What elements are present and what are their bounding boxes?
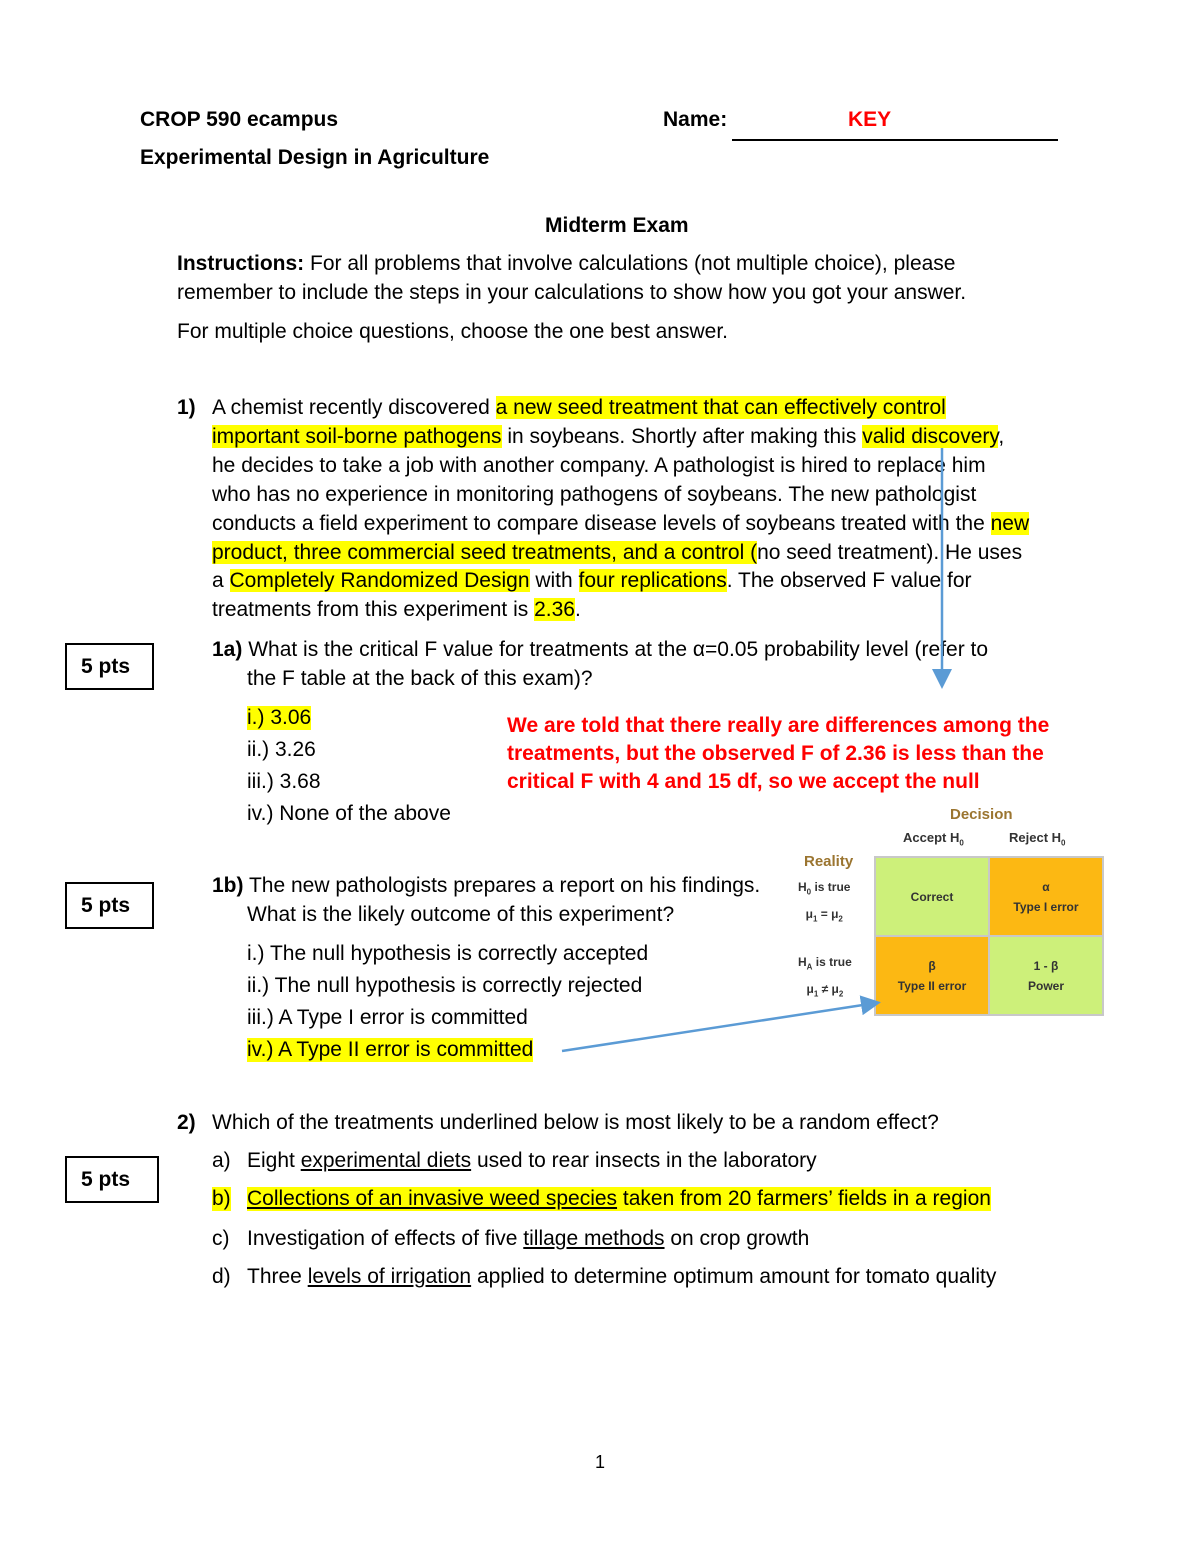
subscript: 1 <box>813 989 819 999</box>
page-number: 1 <box>595 1452 606 1472</box>
q1a-label: 1a) <box>212 638 243 661</box>
q1-highlight: new <box>990 512 1030 535</box>
q1a-option-2: ii.) 3.26 <box>247 738 316 761</box>
reality-label: Reality <box>804 853 854 870</box>
q1b-line-2: What is the likely outcome of this experiment? <box>247 903 675 926</box>
subscript: 0 <box>1061 838 1066 848</box>
q2-d-underlined: levels of irrigation <box>307 1265 472 1288</box>
is-true-text: is true <box>812 955 852 969</box>
q1b-option-4: iv.) A Type II error is committed <box>247 1038 534 1061</box>
decision-label: Decision <box>950 806 1013 823</box>
q1-text: conducts a field experiment to compare disease levels of soybeans treated with the <box>212 512 991 535</box>
course-title: Experimental Design in Agriculture <box>140 146 490 169</box>
q1-highlight: valid discovery <box>862 425 999 448</box>
q1b-text: The new pathologists prepares a report on his findings. <box>243 874 761 897</box>
points-box-1b: 5 pts <box>65 882 154 929</box>
q2-option-c <box>247 1227 809 1251</box>
q2-b-text: taken from 20 farmers’ fields in a region <box>617 1187 991 1210</box>
points-box-2: 5 pts <box>65 1156 159 1203</box>
one-minus-beta: 1 - β <box>1033 958 1059 973</box>
q1b-option-3: iii.) A Type I error is committed <box>247 1006 528 1029</box>
accept-text: Accept H <box>903 830 960 845</box>
q1a-line-2: the F table at the back of this exam)? <box>247 667 593 690</box>
alpha-symbol: α <box>1042 879 1050 894</box>
h-text: H <box>798 880 807 894</box>
q1a-option-3: iii.) 3.68 <box>247 770 321 793</box>
q1-text: . The observed F value for <box>726 569 972 592</box>
subscript: 0 <box>806 887 812 897</box>
type2-label: Type II error <box>897 978 967 993</box>
q1a-text: What is the critical F value for treatments at the α=0.05 probability level (refer to <box>242 638 989 661</box>
mu-text: μ <box>806 982 814 997</box>
q1b-option-2: ii.) The null hypothesis is correctly rejected <box>247 974 643 997</box>
q1-text: in soybeans. Shortly after making this <box>501 425 863 448</box>
reject-text: Reject H <box>1009 830 1062 845</box>
subscript: 2 <box>838 914 843 924</box>
subscript: 0 <box>959 838 964 848</box>
q1-text: treatments from this experiment is <box>212 598 535 621</box>
q2-option-d-label: d) <box>212 1265 231 1288</box>
q2-d-text: Three <box>247 1265 308 1288</box>
q2-b-underlined: Collections of an invasive weed species <box>247 1187 618 1210</box>
subscript: 1 <box>812 914 818 924</box>
q2-d-text: applied to determine optimum amount for tomato quality <box>471 1265 997 1288</box>
instructions-line-3: For multiple choice questions, choose the one best answer. <box>177 320 728 343</box>
q1-highlight: important soil-borne pathogens <box>212 425 502 448</box>
q1-text: with <box>529 569 579 592</box>
subscript: A <box>806 962 813 972</box>
q2-option-d <box>247 1265 996 1289</box>
q2-c-text: on crop growth <box>664 1227 810 1250</box>
answer-note-line-3: critical F with 4 and 15 df, so we accept the null <box>507 770 980 793</box>
q1-highlight: Completely Randomized Design <box>229 569 530 592</box>
q2-option-c-label: c) <box>212 1227 230 1250</box>
q1-text: A chemist recently discovered <box>212 396 496 419</box>
q2-text: Which of the treatments underlined below is most likely to be a random effect? <box>212 1111 939 1134</box>
q1-highlight: 2.36 <box>534 598 575 621</box>
q1b-option-1: i.) The null hypothesis is correctly accepted <box>247 942 649 965</box>
q2-option-a <box>247 1149 817 1173</box>
q2-a-underlined: experimental diets <box>300 1149 472 1172</box>
arrow-to-type2-error <box>562 1003 876 1051</box>
course-code: CROP 590 ecampus <box>140 108 339 131</box>
q2-option-b-label: b) <box>212 1187 231 1210</box>
points-box-1a: 5 pts <box>65 643 154 690</box>
q1-text: no seed treatment). He uses <box>757 541 1023 564</box>
neq-text: ≠ μ <box>818 982 839 997</box>
cell-correct-label: Correct <box>910 889 954 904</box>
instructions-label: Instructions: <box>177 252 305 275</box>
name-value: KEY <box>848 108 892 131</box>
subscript: 2 <box>838 989 844 999</box>
name-label: Name: <box>663 108 728 131</box>
q1-highlight: four replications <box>578 569 727 592</box>
mu-text: μ <box>805 907 813 922</box>
type1-label: Type I error <box>1013 899 1079 914</box>
q1-number: 1) <box>177 396 196 419</box>
q1-highlight: a new seed treatment that can effectively control <box>495 396 946 419</box>
exam-title: Midterm Exam <box>545 214 689 237</box>
q1-line-4: who has no experience in monitoring pathogens of soybeans. The new pathologist <box>212 483 977 506</box>
q2-a-text: used to rear insects in the laboratory <box>471 1149 817 1172</box>
beta-symbol: β <box>928 958 936 973</box>
q1a-option-1: i.) 3.06 <box>247 706 312 729</box>
eq-text: = μ <box>817 907 839 922</box>
q2-option-a-label: a) <box>212 1149 231 1172</box>
q2-option-b <box>247 1187 991 1211</box>
q1-text: . <box>574 598 581 621</box>
q1a-option-4: iv.) None of the above <box>247 802 451 825</box>
q2-c-underlined: tillage methods <box>523 1227 665 1250</box>
q1-text: , <box>998 425 1005 448</box>
answer-note-line-1: We are told that there really are differences among the <box>507 714 1050 737</box>
answer-note-line-2: treatments, but the observed F of 2.36 is less than the <box>507 742 1044 765</box>
instructions-text-1: For all problems that involve calculations (not multiple choice), please <box>304 252 956 275</box>
power-label: Power <box>1027 978 1064 993</box>
q2-number: 2) <box>177 1111 196 1134</box>
q1-highlight: product, three commercial seed treatments, and a control ( <box>212 541 758 564</box>
q2-a-text: Eight <box>247 1149 301 1172</box>
q1-text: a <box>212 569 230 592</box>
q2-c-text: Investigation of effects of five <box>247 1227 524 1250</box>
instructions-line-2: remember to include the steps in your calculations to show how you got your answer. <box>177 281 967 304</box>
q1b-label: 1b) <box>212 874 244 897</box>
h-text: H <box>798 955 807 969</box>
is-true-text: is true <box>811 880 851 894</box>
q1-line-3: he decides to take a job with another company. A pathologist is hired to replace him <box>212 454 986 477</box>
